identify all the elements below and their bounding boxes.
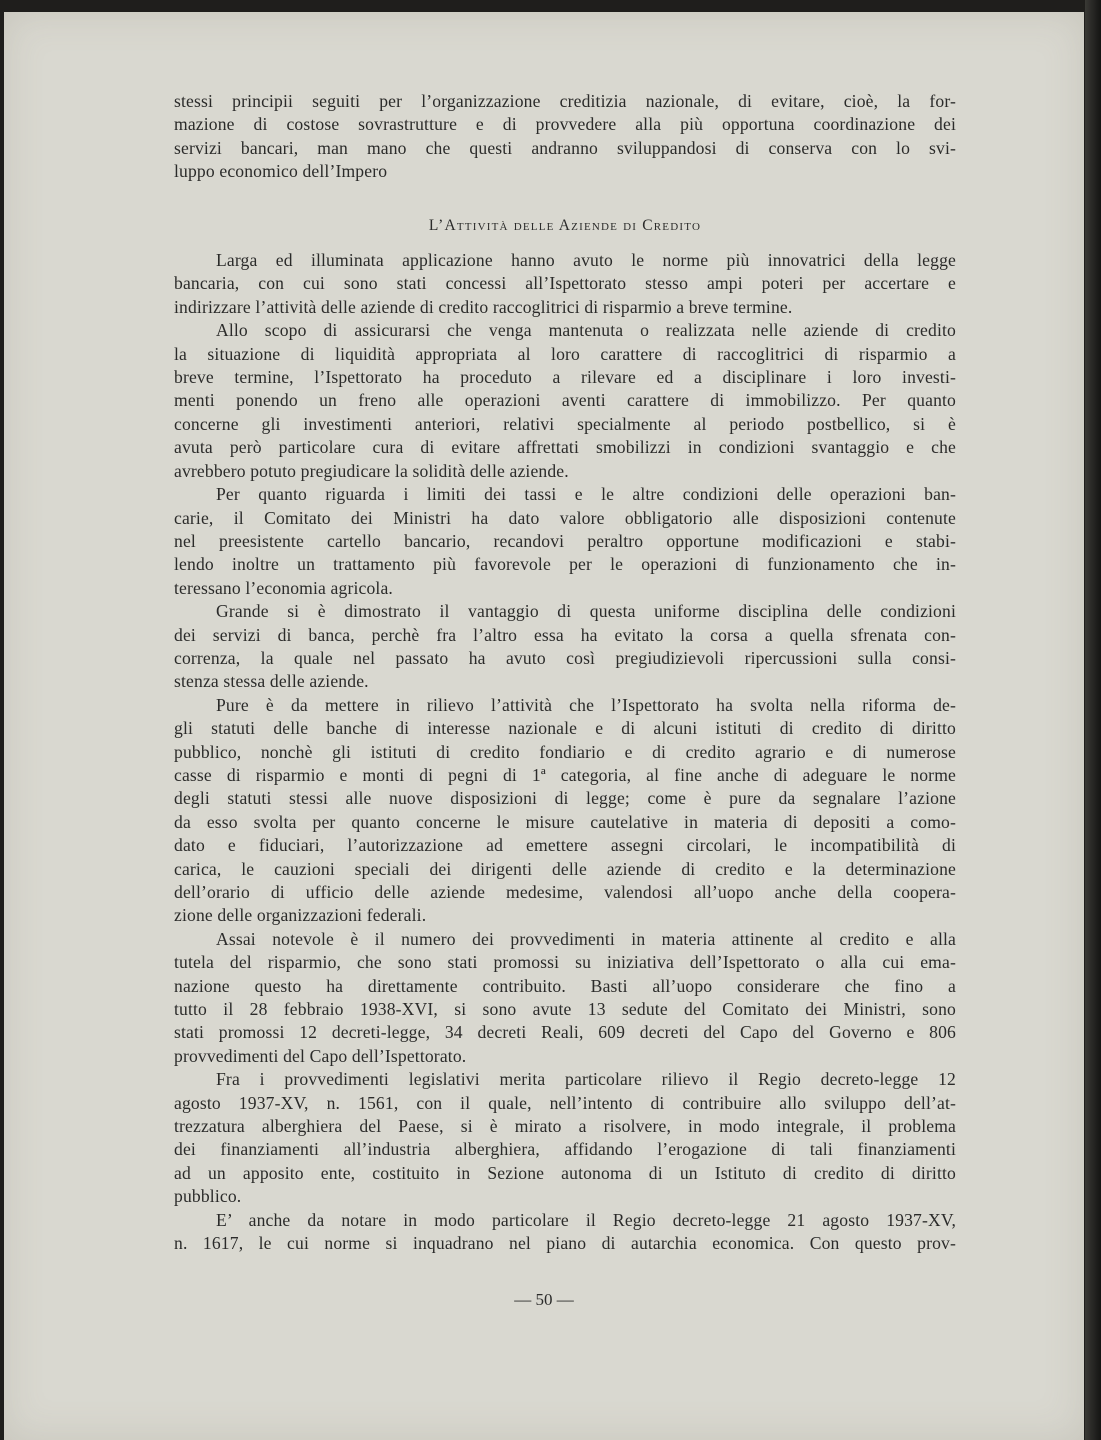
text-line: bancaria, con cui sono stati concessi all’Ispettorato stesso ampi poteri per accertare e — [174, 273, 956, 294]
page-number: — 50 — — [514, 1290, 574, 1309]
text-line: mazione di costose sovrastrutture e di provvedere alla più opportuna coordinazione dei — [174, 114, 956, 135]
text-line: trezzatura alberghiera del Paese, si è mirato a risolvere, in modo integrale, il problema — [174, 1116, 956, 1137]
text-line: casse di risparmio e monti di pegni di 1ª categoria, al fine anche di adeguare le norme — [174, 764, 956, 785]
text-line: Fra i provvedimenti legislativi merita particolare rilievo il Regio decreto-legge 12 — [216, 1069, 956, 1090]
text-line: stessi principii seguiti per l’organizzazione creditizia nazionale, di evitare, cioè, la for- — [174, 91, 956, 111]
text-line: degli statuti stessi alle nuove disposizioni di legge; come è pure da segnalare l’azione — [174, 788, 956, 809]
text-line: Assai notevole è il numero dei provvedimenti in materia attinente al credito e alla — [216, 928, 956, 949]
paragraph — [174, 694, 956, 928]
text-line: Allo scopo di assicurarsi che venga mantenuta o realizzata nelle aziende di credito — [216, 320, 956, 341]
text-line: Pure è da mettere in rilievo l’attività che l’Ispettorato ha svolta nella riforma de- — [216, 694, 956, 715]
text-line: menti ponendo un freno alle operazioni aventi carattere di immobilizzo. Per quanto — [174, 390, 956, 411]
text-line: carica, le cauzioni speciali dei dirigenti delle aziende di credito e la determinazione — [174, 858, 956, 879]
text-line: gli statuti delle banche di interesse nazionale e di alcuni istituti di credito di diritto — [174, 718, 956, 739]
paragraph — [174, 483, 956, 600]
text-line: dei finanziamenti all’industria alberghiera, affidando l’erogazione di tali finanziamenti — [174, 1139, 956, 1160]
text-line: indirizzare l’attività delle aziende di credito raccoglitrici di risparmio a breve termine. — [174, 296, 793, 317]
text-line: provvedimenti del Capo dell’Ispettorato. — [174, 1045, 467, 1066]
text-line: dei servizi di banca, perchè fra l’altro essa ha evitato la corsa a quella sfrenata con- — [174, 624, 956, 645]
paragraph — [174, 1068, 956, 1208]
paragraph — [174, 928, 956, 1068]
text-line: dato e fiduciari, l’autorizzazione ad emettere assegni circolari, le incompatibilità di — [174, 835, 956, 856]
text-line: lendo inoltre un trattamento più favorevole per le operazioni di funzionamento che in- — [174, 554, 956, 575]
section-title: L’Attività delle Aziende di Credito — [428, 216, 702, 234]
paragraph — [174, 600, 956, 694]
text-line: tutto il 28 febbraio 1938-XVI, si sono avute 13 sedute del Comitato dei Ministri, sono — [174, 999, 956, 1020]
paragraph — [174, 249, 956, 319]
text-line: E’ anche da notare in modo particolare il Regio decreto-legge 21 agosto 1937-XV, — [216, 1209, 956, 1230]
text-line: nel preesistente cartello bancario, recandovi peraltro opportune modificazioni e stabi- — [174, 530, 956, 551]
text-line: agosto 1937-XV, n. 1561, con il quale, nell’intento di contribuire allo sviluppo dell’at- — [174, 1092, 956, 1113]
page-edge-shadow — [1085, 0, 1101, 1440]
text-line: Larga ed illuminata applicazione hanno avuto le norme più innovatrici della legge — [216, 250, 956, 271]
paragraph — [174, 319, 956, 483]
body-text — [174, 90, 956, 1256]
text-line: n. 1617, le cui norme si inquadrano nel piano di autarchia economica. Con questo prov- — [174, 1233, 956, 1254]
paragraph — [174, 1209, 956, 1256]
text-line: zione delle organizzazioni federali. — [174, 905, 427, 926]
text-line: avuta però particolare cura di evitare affrettati smobilizzi in condizioni svantaggio e che — [174, 437, 956, 458]
text-line: breve termine, l’Ispettorato ha proceduto a rilevare ed a disciplinare i loro investi- — [174, 367, 956, 388]
text-line: teressano l’economia agricola. — [174, 577, 393, 598]
intro-paragraph — [174, 90, 956, 184]
text-line: Grande si è dimostrato il vantaggio di questa uniforme disciplina delle condizioni — [216, 601, 956, 622]
text-line: pubblico, nonchè gli istituti di credito fondiario e di credito agrario e di numerose — [174, 741, 956, 762]
text-line: luppo economico dell’Impero — [174, 161, 388, 182]
text-line: carie, il Comitato dei Ministri ha dato valore obbligatorio alle disposizioni contenute — [174, 507, 956, 528]
text-line: avrebbero potuto pregiudicare la solidità delle aziende. — [174, 460, 569, 481]
text-line: servizi bancari, man mano che questi andranno sviluppandosi di conserva con lo svi- — [174, 137, 956, 158]
text-line: pubblico. — [174, 1186, 242, 1207]
book-page — [4, 12, 1084, 1440]
text-line: da esso svolta per quanto concerne le misure cautelative in materia di depositi a como- — [174, 811, 956, 832]
text-line: stenza stessa delle aziende. — [174, 671, 369, 692]
text-line: Per quanto riguarda i limiti dei tassi e le altre condizioni delle operazioni ban- — [216, 484, 956, 505]
text-line: ad un apposito ente, costituito in Sezione autonoma di un Istituto di credito di diritto — [174, 1162, 956, 1183]
text-line: dell’orario di ufficio delle aziende medesime, valendosi all’uopo anche della coopera- — [174, 882, 956, 902]
text-line: nazione questo ha direttamente contribuito. Basti all’uopo considerare che fino a — [174, 975, 956, 996]
text-line: la situazione di liquidità appropriata al loro carattere di raccoglitrici di risparmio a — [174, 343, 956, 364]
text-line: concerne gli investimenti anteriori, relativi specialmente al periodo postbellico, si è — [174, 413, 956, 434]
text-line: correnza, la quale nel passato ha avuto così pregiudizievoli ripercussioni sulla consi- — [174, 647, 956, 668]
text-line: tutela del risparmio, che sono stati promossi su iniziativa dell’Ispettorato o alla cui ema- — [174, 952, 956, 973]
text-line: stati promossi 12 decreti-legge, 34 decreti Reali, 609 decreti del Capo del Governo e 806 — [174, 1022, 956, 1043]
